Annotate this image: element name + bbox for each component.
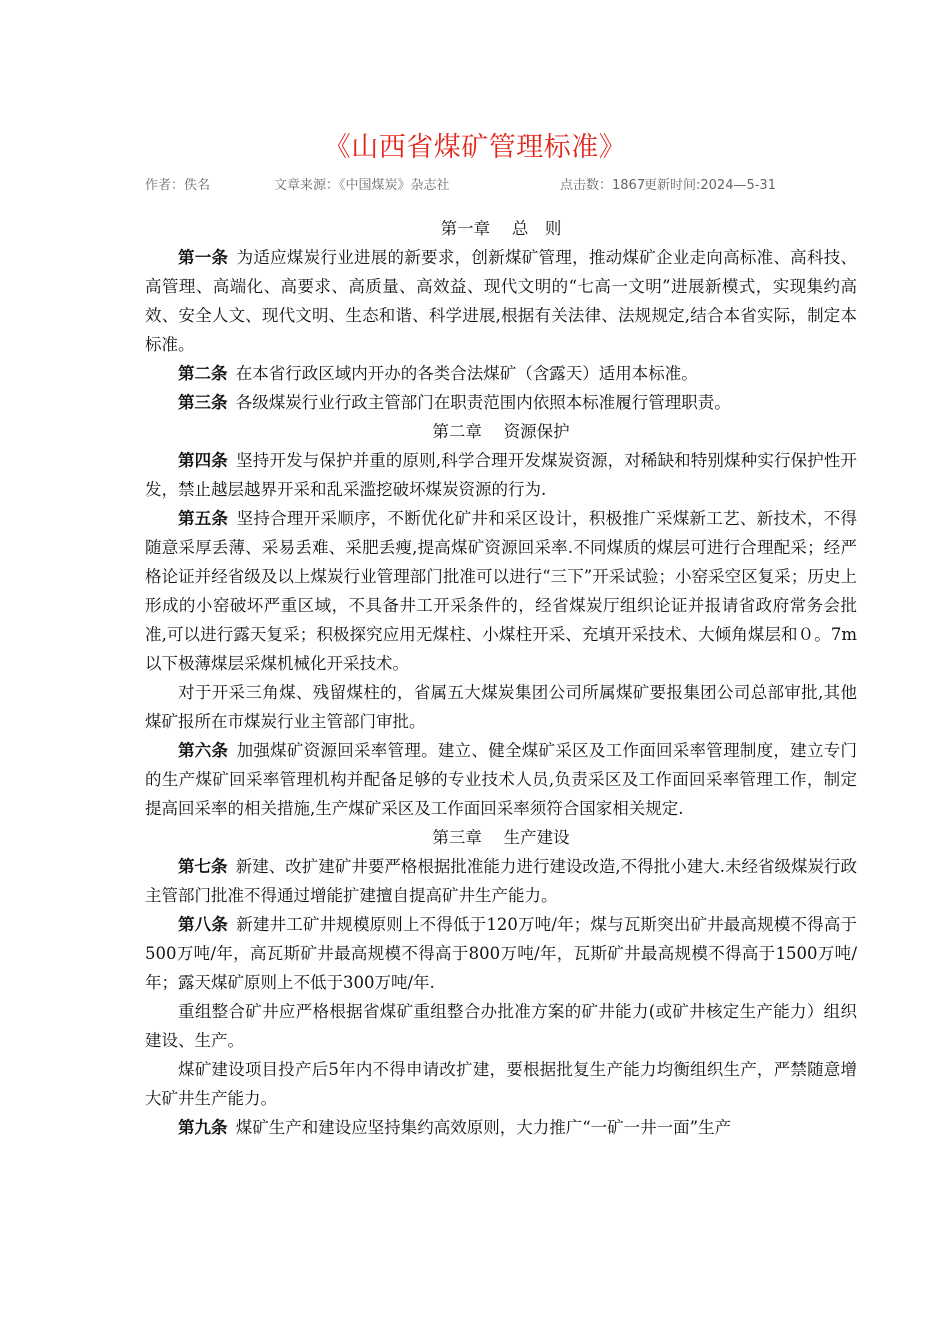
article-label: 第二条 (178, 364, 228, 383)
article-paragraph (145, 359, 857, 388)
article-paragraph (145, 1113, 857, 1142)
chapter-heading: 第二章 资源保护 (432, 422, 570, 441)
article-text: 坚持合理开采顺序，不断优化矿井和采区设计，积极推广采煤新工艺、新技术，不得随意采厚丢薄、采易丢难、采肥丢瘦,提高煤矿资源回采率.不同煤质的煤层可进行合理配采；经严格论证并经省级及以上煤炭行业管理部门批准可以进行“三下”开采试验；小窑采空区复采；历史上形成的小窑破坏严重区域，不具备井工开采条件的，经省煤炭厅组织论证并报请省政府常务会批准,可以进行露天复采；积极探究应用无煤柱、小煤柱开采、充填开采技术、大倾角煤层和０。7m以下极薄煤层采煤机械化开采技术。 (145, 509, 858, 673)
article-label: 第九条 (178, 1118, 228, 1137)
article-text: 煤矿生产和建设应坚持集约高效原则，大力推广“一矿一井一面”生产 (235, 1118, 732, 1137)
article-label: 第一条 (178, 248, 229, 267)
article-paragraph (145, 504, 857, 678)
updated-meta: 更新时间:2024—5-31 (644, 178, 776, 193)
article-paragraph (145, 678, 857, 736)
article-text: 在本省行政区域内开办的各类合法煤矿（含露天）适用本标准。 (235, 364, 698, 383)
article-text: 重组整合矿井应严格根据省煤矿重组整合办批准方案的矿井能力(或矿井核定生产能力）组织建设、生产。 (145, 1002, 857, 1050)
article-paragraph (145, 852, 857, 910)
article-label: 第八条 (178, 915, 229, 934)
source-meta: 文章来源：《中国煤炭》杂志社 (274, 178, 450, 193)
article-paragraph (145, 997, 857, 1055)
article-label: 第四条 (178, 451, 228, 470)
article-label: 第三条 (178, 393, 228, 412)
document-body (145, 214, 857, 1142)
article-text: 新建井工矿井规模原则上不得低于120万吨/年；煤与瓦斯突出矿井最高规模不得高于500万吨/年，高瓦斯矿井最高规模不得高于800万吨/年，瓦斯矿井最高规模不得高于1500万吨/年；露天煤矿原则上不低于300万吨/年. (145, 915, 857, 992)
article-label: 第六条 (178, 741, 229, 760)
article-paragraph (145, 1055, 857, 1113)
article-paragraph (145, 243, 857, 359)
author-meta: 作者：佚名 (145, 178, 211, 193)
chapter-heading: 第三章 生产建设 (432, 828, 570, 847)
article-text: 新建、改扩建矿井要严格根据批准能力进行建设改造,不得批小建大.未经省级煤炭行政主管部门批准不得通过增能扩建擅自提高矿井生产能力。 (145, 857, 858, 905)
article-paragraph (145, 736, 857, 823)
article-text: 各级煤炭行业行政主管部门在职责范围内依照本标准履行管理职责。 (235, 393, 731, 412)
article-text: 坚持开发与保护并重的原则,科学合理开发煤炭资源，对稀缺和特别煤种实行保护性开发，禁止越层越界开采和乱采滥挖破坏煤炭资源的行为. (145, 451, 858, 499)
chapter-heading: 第一章 总 则 (440, 219, 562, 238)
article-paragraph (145, 388, 857, 417)
clicks-meta: 点击数：1867 (560, 178, 646, 193)
article-label: 第五条 (178, 509, 229, 528)
article-text: 对于开采三角煤、残留煤柱的，省属五大煤炭集团公司所属煤矿要报集团公司总部审批,其他煤矿报所在市煤炭行业主管部门审批。 (145, 683, 857, 731)
article-text: 为适应煤炭行业进展的新要求，创新煤矿管理，推动煤矿企业走向高标准、高科技、高管理、高端化、高要求、高质量、高效益、现代文明的“七高一文明”进展新模式，实现集约高效、安全人文、现代文明、生态和谐、科学进展,根据有关法律、法规规定,结合本省实际，制定本标准。 (145, 248, 858, 354)
article-text: 加强煤矿资源回采率管理。建立、健全煤矿采区及工作面回采率管理制度，建立专门的生产煤矿回采率管理机构并配备足够的专业技术人员,负责采区及工作面回采率管理工作，制定提高回采率的相关措施,生产煤矿采区及工作面回采率须符合国家相关规定. (145, 741, 858, 818)
article-text: 煤矿建设项目投产后5年内不得申请改扩建，要根据批复生产能力均衡组织生产，严禁随意增大矿井生产能力。 (145, 1060, 857, 1108)
article-paragraph (145, 910, 857, 997)
article-label: 第七条 (178, 857, 228, 876)
article-paragraph (145, 446, 857, 504)
document-title: 《山西省煤矿管理标准》 (323, 132, 627, 163)
